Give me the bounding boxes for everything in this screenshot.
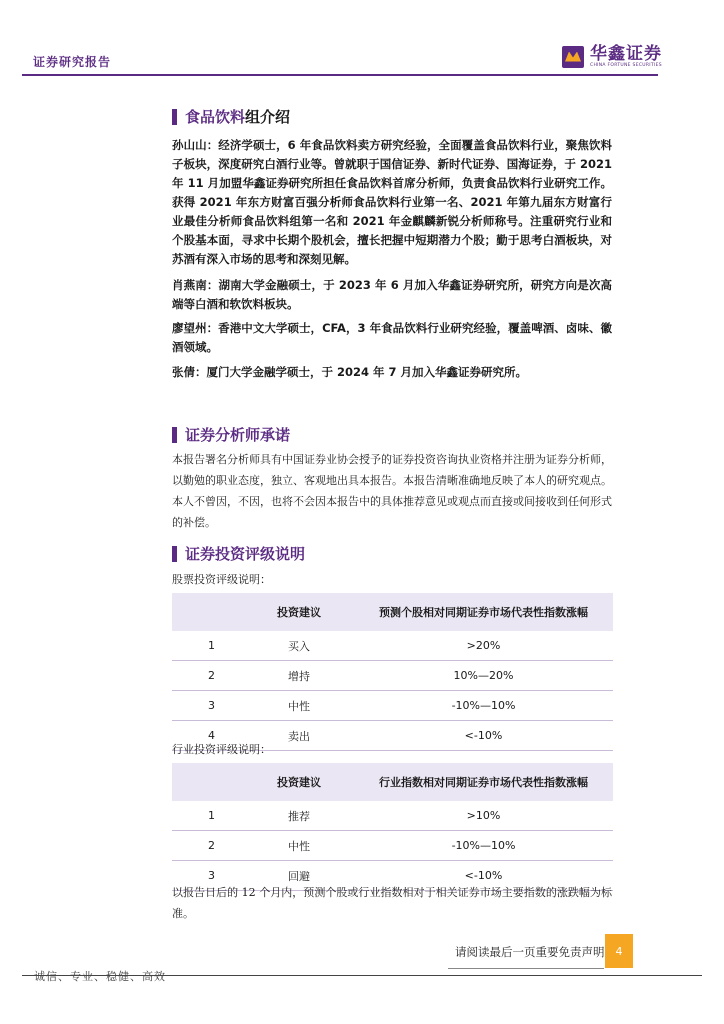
promise-heading: [172, 424, 290, 445]
table-cell: 4: [172, 721, 244, 751]
table-header-cell: [172, 593, 244, 631]
rating-note: 以报告日后的 12 个月内，预测个股或行业指数相对于相关证券市场主要指数的涨跌幅为标准。: [172, 886, 612, 920]
logo-mark-icon: [562, 46, 584, 68]
table-cell: 卖出: [244, 721, 354, 751]
table-cell: 回避: [244, 861, 354, 891]
heading-bar-icon: [172, 109, 177, 125]
stock-rating-table: [172, 593, 613, 751]
table-header-row: [172, 593, 613, 631]
table-row: [172, 691, 613, 721]
logo-name-cn: 华鑫证券: [590, 44, 662, 64]
team-heading: [172, 106, 290, 127]
disclaimer-link[interactable]: 请阅读最后一页重要免责声明: [455, 945, 605, 959]
industry-rating-label: 行业投资评级说明：: [172, 743, 271, 756]
table-cell: 10%—20%: [354, 661, 613, 691]
table-header-cell: 预测个股相对同期证券市场代表性指数涨幅: [354, 593, 613, 631]
table-cell: 中性: [244, 831, 354, 861]
rating-heading: [172, 543, 305, 564]
team-heading-rest: 组介绍: [245, 108, 291, 126]
member-bio: 张倩：厦门大学金融学硕士，于 2024 年 7 月加入华鑫证券研究所。: [172, 365, 528, 379]
table-cell: -10%—10%: [354, 831, 613, 861]
heading-bar-icon: [172, 427, 177, 443]
table-cell: >10%: [354, 801, 613, 831]
logo-name-en: CHINA FORTUNE SECURITIES: [590, 63, 662, 68]
promise-heading-text: 证券分析师承诺: [185, 426, 291, 444]
table-cell: 2: [172, 661, 244, 691]
member-bio: 肖燕南：湖南大学金融硕士，于 2023 年 6 月加入华鑫证券研究所，研究方向是次高端等白酒和软饮料板块。: [172, 278, 612, 311]
table-cell: <-10%: [354, 861, 613, 891]
promise-text: 本报告署名分析师具有中国证券业协会授予的证券投资咨询执业资格并注册为证券分析师，以勤勉的职业态度，独立、客观地出具本报告。本报告清晰准确地反映了本人的研究观点。本人不曾因，不因，也将不会因本报告中的具体推荐意见或观点而直接或间接收到任何形式的补偿。: [172, 453, 612, 529]
rating-heading-text: 证券投资评级说明: [185, 545, 306, 563]
industry-rating-table: [172, 763, 613, 891]
table-header-cell: 行业指数相对同期证券市场代表性指数涨幅: [354, 763, 613, 801]
member-bio: 孙山山：经济学硕士，6 年食品饮料卖方研究经验，全面覆盖食品饮料行业，聚焦饮料子板块，深度研究白酒行业等。曾就职于国信证券、新时代证券、国海证券，于 2021 年 11 月加盟华鑫证券研究所担任食品饮料首席分析师，负责食品饮料行业研究工作。获得 2021 年东方财富百强分析师食品饮料行业第一名、2021 年第九届东方财富行业最佳分析师食品饮料组第一名和 2021 年金麒麟新锐分析师称号。注重研究行业和个股基本面，寻求中长期个股机会，擅长把握中短期潜力个股；勤于思考白酒板块，对苏酒有深入市场的思考和深刻见解。: [172, 138, 612, 266]
table-cell: <-10%: [354, 721, 613, 751]
table-header-cell: [172, 763, 244, 801]
table-cell: 2: [172, 831, 244, 861]
table-cell: 中性: [244, 691, 354, 721]
table-cell: -10%—10%: [354, 691, 613, 721]
table-row: [172, 831, 613, 861]
table-cell: 3: [172, 691, 244, 721]
report-type-label: 证券研究报告: [33, 55, 112, 69]
table-cell: 3: [172, 861, 244, 891]
table-header-row: [172, 763, 613, 801]
table-cell: 1: [172, 631, 244, 661]
table-row: [172, 661, 613, 691]
company-slogan: 诚信、专业、稳健、高效: [34, 970, 166, 983]
table-cell: 买入: [244, 631, 354, 661]
header-divider: [22, 74, 658, 76]
heading-bar-icon: [172, 546, 177, 562]
company-logo: [562, 45, 662, 68]
page-number: 4: [605, 934, 633, 968]
team-heading-accent: 食品饮料: [185, 108, 246, 126]
table-cell: 推荐: [244, 801, 354, 831]
table-row: [172, 631, 613, 661]
stock-rating-label: 股票投资评级说明：: [172, 573, 271, 586]
table-header-cell: 投资建议: [244, 763, 354, 801]
member-bio: 廖望州：香港中文大学硕士，CFA，3 年食品饮料行业研究经验，覆盖啤酒、卤味、徽酒领域。: [172, 321, 612, 354]
table-cell: 增持: [244, 661, 354, 691]
table-cell: >20%: [354, 631, 613, 661]
table-header-cell: 投资建议: [244, 593, 354, 631]
table-row: [172, 801, 613, 831]
table-cell: 1: [172, 801, 244, 831]
